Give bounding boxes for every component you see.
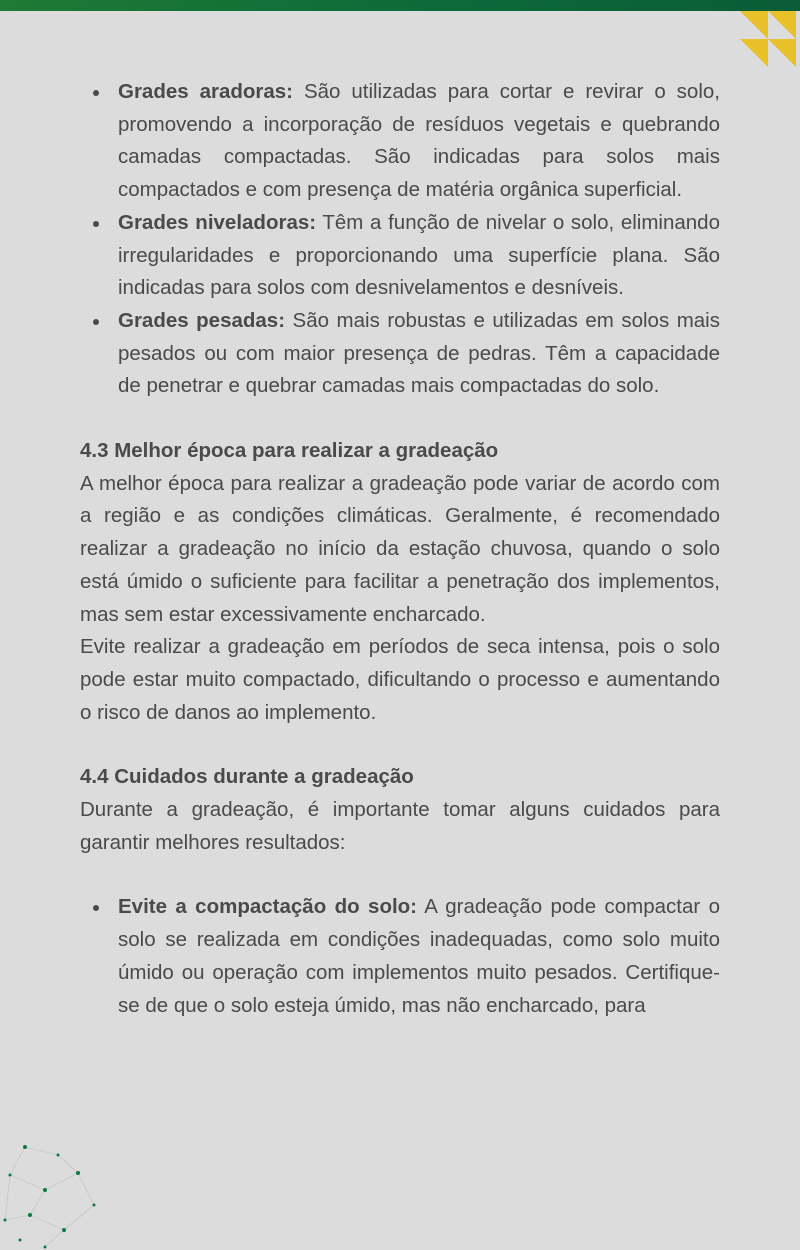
list-item-term: Grades aradoras: bbox=[118, 80, 294, 103]
list-item-text: A gradeação pode compactar o solo se realizada em condições inadequadas, como solo muito úmido ou operação com implementos muito pesados. Certifique-se de que o solo esteja úmido, mas não encharcado, para bbox=[118, 895, 720, 1017]
section-4-4 bbox=[80, 761, 720, 859]
paragraph: A melhor época para realizar a gradeação pode variar de acordo com a região e as condições climáticas. Geralmente, é recomendado realizar a gradeação no início da estação chuvosa, quando o solo está úmido o suficiente para facilitar a penetração dos implementos, mas sem estar excessivamente encharcado. bbox=[80, 471, 720, 626]
paragraph: Evite realizar a gradeação em períodos de seca intensa, pois o solo pode estar muito compactado, dificultando o processo e aumentando o risco de danos ao implemento. bbox=[80, 635, 720, 724]
network-dots-decoration bbox=[0, 1135, 110, 1250]
document-body bbox=[80, 76, 720, 1022]
list-item-text: São utilizadas para cortar e revirar o solo, promovendo a incorporação de resíduos vegetais e quebrando camadas compactadas. São indicadas para solos mais compactados e com presença de matéria orgânica superficial. bbox=[118, 80, 720, 202]
section-4-3 bbox=[80, 435, 720, 729]
list-item-grades-aradoras bbox=[80, 76, 720, 207]
list-item-grades-pesadas bbox=[80, 305, 720, 403]
care-list bbox=[80, 891, 720, 1022]
list-item-text: Têm a função de nivelar o solo, eliminando irregularidades e proporcionando uma superfície plana. São indicadas para solos com desnivelamentos e desníveis. bbox=[118, 210, 720, 300]
section-heading: 4.4 Cuidados durante a gradeação bbox=[80, 765, 414, 789]
list-item-evite-compactacao bbox=[80, 891, 720, 1022]
list-item-term: Evite a compactação do solo: bbox=[118, 895, 418, 919]
list-item-term: Grades niveladoras: bbox=[118, 210, 317, 234]
section-heading: 4.3 Melhor época para realizar a gradeação bbox=[80, 439, 499, 463]
corner-triangles-decoration bbox=[740, 11, 800, 71]
grade-types-list bbox=[80, 76, 720, 403]
list-item-grades-niveladoras bbox=[80, 207, 720, 305]
paragraph: Durante a gradeação, é importante tomar alguns cuidados para garantir melhores resultados: bbox=[80, 798, 720, 854]
list-item-text: São mais robustas e utilizadas em solos mais pesados ou com maior presença de pedras. Têm a capacidade de penetrar e quebrar camadas mais compactadas do solo. bbox=[118, 308, 720, 398]
top-green-bar bbox=[0, 0, 800, 11]
list-item-term: Grades pesadas: bbox=[118, 308, 286, 332]
